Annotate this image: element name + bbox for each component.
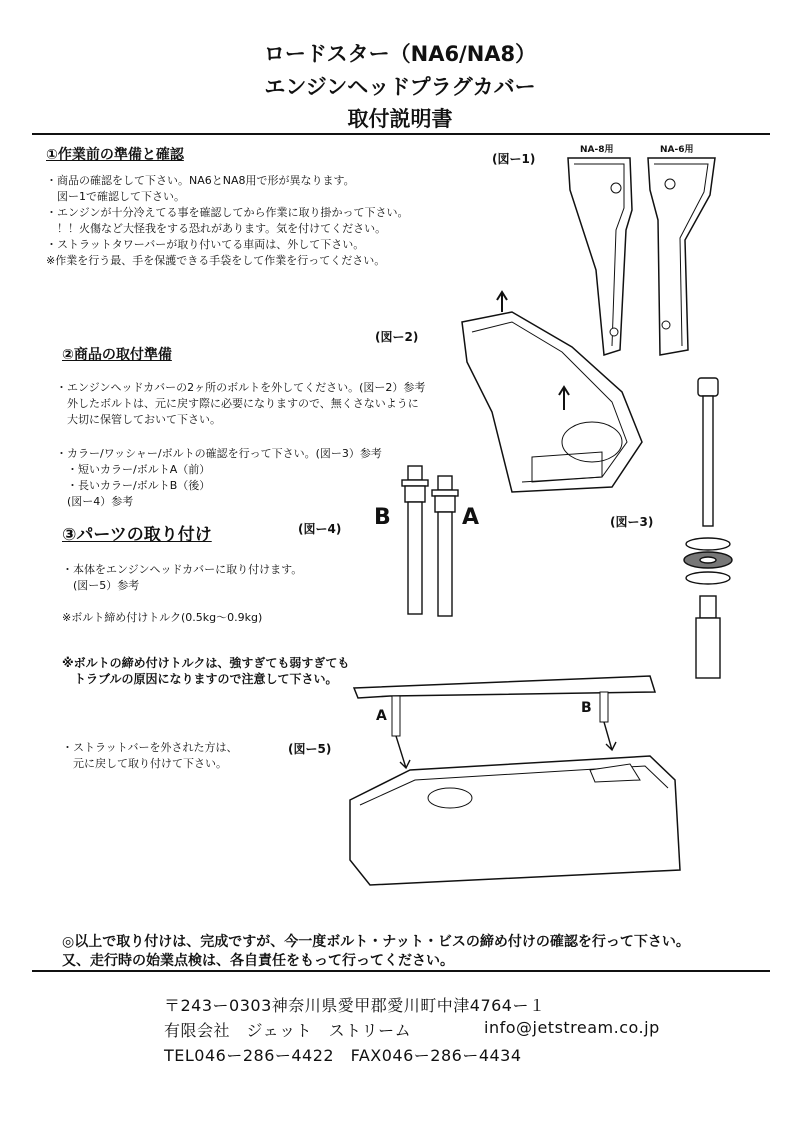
section1-line: ！！火傷など大怪我をする恐れがあります。気を付けてください。	[46, 222, 387, 235]
section2-line: (図ー4）参考	[56, 495, 134, 508]
plug-cover-plate	[354, 676, 655, 698]
section3-para1	[62, 562, 302, 594]
fig4-label-b: B	[374, 505, 391, 530]
title-line-2: エンジンヘッドプラグカバー	[264, 75, 536, 99]
fig2-caption: (図ー2)	[375, 330, 419, 344]
closing-line-2: 又、走行時の始業点検は、各自責任をもって行ってください。	[62, 953, 454, 969]
bolt-a-head	[438, 476, 452, 490]
section3-line: ・本体をエンジンヘッドカバーに取り付けます。	[62, 563, 303, 576]
bolt-shaft	[703, 396, 713, 526]
section1-line: ※作業を行う最、手を保護できる手袋をして作業を行ってください。	[46, 254, 386, 267]
fig5-label-a: A	[376, 708, 387, 724]
section1-line: ・エンジンが十分冷えてる事を確認してから作業に取り掛かって下さい。	[46, 206, 409, 219]
section2-para1	[56, 380, 425, 428]
section1-line: ・商品の確認をして下さい。NA6とNA8用で形が異なります。	[46, 174, 355, 187]
na8-bolt-icon	[611, 183, 621, 193]
bolt-b-head	[408, 466, 422, 480]
top-divider	[32, 133, 770, 135]
bolt-a-shaft	[438, 512, 452, 616]
na6-bolt-icon	[662, 321, 670, 329]
bolt-a-icon	[392, 696, 400, 736]
fig1-na6-label: NA-6用	[660, 145, 694, 155]
section1-line: 図ー1で確認して下さい。	[46, 190, 185, 203]
section2-line: ・短いカラー/ボルトA（前）	[56, 463, 211, 476]
bottom-divider	[32, 970, 770, 972]
washer-icon	[686, 572, 730, 584]
section2-heading: ②商品の取付準備	[62, 347, 172, 363]
fig1-caption: (図ー1)	[492, 152, 536, 166]
torque-note: ※ボルト締め付けトルク(0.5kg〜0.9kg)	[62, 611, 263, 624]
section2-line: ・長いカラー/ボルトB（後）	[56, 479, 211, 492]
footer-phone: TEL046ー286ー4422 FAX046ー286ー4434	[164, 1046, 522, 1065]
fig5-install-drawing	[330, 670, 690, 900]
fig1-na8-label: NA-8用	[580, 145, 614, 155]
section2-line: 大切に保管しておいて下さい。	[56, 413, 221, 426]
na6-bolt-icon	[665, 179, 675, 189]
section2-line: 外したボルトは、元に戻す際に必要になりますので、無くさないように	[56, 397, 419, 410]
warning-line: トラブルの原因になりますので注意して下さい。	[62, 672, 338, 686]
footer-email[interactable]: info@jetstream.co.jp	[484, 1018, 660, 1037]
title-line-1: ロードスター（NA6/NA8）	[263, 42, 537, 66]
bolt-b-shaft	[408, 502, 422, 614]
section2-line: ・カラー/ワッシャー/ボルトの確認を行って下さい。(図ー3）参考	[56, 447, 382, 460]
footer-address: 〒243ー0303神奈川県愛甲郡愛川町中津4764ー１	[164, 996, 546, 1015]
strut-note	[62, 740, 238, 772]
section1-line: ・ストラットタワーバーが取り付いてる車両は、外して下さい。	[46, 238, 365, 251]
section2-line: ・エンジンヘッドカバーの2ヶ所のボルトを外してください。(図ー2）参考	[56, 381, 426, 394]
oil-cap-icon	[562, 422, 622, 462]
title-line-3: 取付説明書	[347, 107, 453, 131]
fig4-bolts-drawing	[390, 462, 470, 622]
bolt-b-icon	[600, 692, 608, 722]
fig4-caption: (図ー4)	[298, 522, 342, 536]
arrow-down-icon	[396, 736, 410, 768]
section3-line: (図ー5）参考	[62, 579, 140, 592]
bolt-head	[698, 378, 718, 396]
section3-heading: ③パーツの取り付け	[62, 525, 212, 545]
section1-body	[46, 173, 408, 269]
section2-para2	[56, 446, 382, 510]
strut-line: 元に戻して取り付けて下さい。	[62, 757, 227, 770]
torque-warning	[62, 655, 349, 687]
arrow-up-icon	[497, 292, 507, 312]
collar-body	[696, 618, 720, 678]
footer-company: 有限会社 ジェット ストリーム	[164, 1021, 412, 1040]
fig2-engine-cover-drawing	[452, 292, 652, 502]
closing-line-1: ◎以上で取り付けは、完成ですが、今一度ボルト・ナット・ビスの締め付けの確認を行って下さい。	[62, 934, 690, 950]
strut-line: ・ストラットバーを外された方は、	[62, 741, 238, 754]
fig5-caption: (図ー5)	[288, 742, 332, 756]
fig3-collar-stack-drawing	[680, 374, 740, 684]
fig5-label-b: B	[581, 700, 592, 716]
warning-line: ※ボルトの締め付けトルクは、強すぎても弱すぎても	[62, 656, 350, 670]
section1-heading: ①作業前の準備と確認	[46, 147, 184, 163]
washer-icon	[686, 538, 730, 550]
fig4-label-a: A	[462, 505, 480, 530]
arrow-down-icon	[604, 722, 616, 750]
oil-cap-icon	[428, 788, 472, 808]
collar-top	[700, 596, 716, 618]
fig3-caption: (図ー3)	[610, 515, 654, 529]
